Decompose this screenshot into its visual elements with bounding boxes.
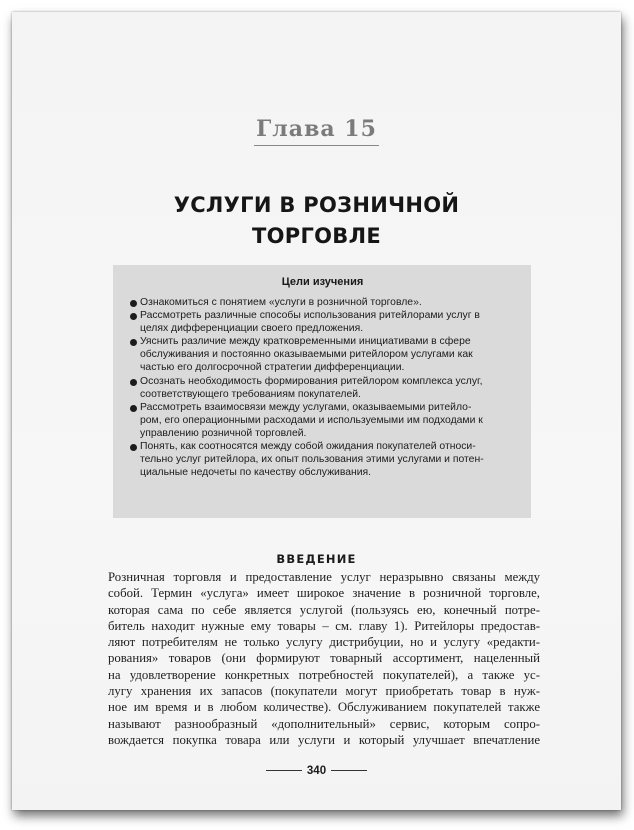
goal-line: частью его долгосрочной стратегии дифференциации. (140, 362, 405, 374)
chapter-label-wrap (12, 116, 621, 146)
footer-rule-left (266, 770, 302, 771)
goal-line: Уяснить различие между кратковременными инициативами в сфере (140, 336, 471, 348)
goal-line: целях дифференциации своего предложения. (140, 323, 364, 335)
body-line: лугу хранения их запасов (покупатели могут приобретать товар в нуж- (108, 684, 540, 699)
goal-item (130, 335, 515, 374)
body-paragraph (108, 569, 540, 748)
goal-item (130, 375, 515, 401)
goal-line: тельно услуг ритейлора, их опыт пользования этими услугами и потен- (140, 454, 484, 466)
goal-line: Осознать необходимость формирования ритейлором комплекса услуг, (140, 375, 483, 387)
body-line: вождается покупка товара или услуги и который улучшает впечатление (108, 732, 540, 747)
chapter-title (12, 190, 621, 252)
learning-goals-box (113, 265, 531, 518)
footer-rule-right (331, 770, 367, 771)
goal-item (130, 296, 515, 309)
body-line: ляют потребителям не только услугу дистрибуции, но и услугу «редакти- (108, 635, 540, 650)
chapter-title-line: ТОРГОВЛЕ (252, 224, 381, 248)
body-line: называют разнообразный «дополнительный» сервис, которым сопро- (108, 716, 540, 731)
section-heading: ВВЕДЕНИЕ (276, 552, 357, 566)
bullet-icon (130, 379, 137, 386)
page-number: 340 (306, 765, 327, 777)
body-line: битель находит нужные ему товары – см. главу 1). Ритейлоры предостав- (108, 618, 540, 633)
chapter-label: Глава 15 (254, 116, 379, 146)
body-line: рования» товаров (они формируют товарный ассортимент, нацеленный (108, 651, 540, 666)
goal-line: циальные недочеты по качеству обслуживания. (140, 467, 372, 479)
bullet-icon (130, 339, 137, 346)
goal-line: Ознакомиться с понятием «услуги в розничной торговле». (140, 297, 422, 308)
page-footer (12, 765, 621, 777)
goal-line: Понять, как соотносятся между собой ожидания покупателей относи- (140, 441, 476, 453)
body-line: ное им время и в любом количестве). Обслуживанием покупателей также (108, 700, 540, 715)
bullet-icon (130, 313, 137, 320)
goal-line: ром, его операционными расходами и используемыми им подходами к (140, 414, 483, 426)
body-line: собой. Термин «услуга» имеет широкое значение в розничной торговле, (108, 586, 540, 601)
body-line: на удовлетворение конкретных потребностей покупателей), а также ус- (108, 667, 540, 682)
goal-line: соответствующего требованиям покупателей. (140, 388, 361, 400)
chapter-title-line: УСЛУГИ В РОЗНИЧНОЙ (173, 193, 460, 217)
body-line: Розничная торговля и предоставление услуг неразрывно связаны между (108, 570, 540, 584)
goal-item (130, 309, 515, 335)
bullet-icon (130, 300, 137, 307)
learning-goals-heading: Цели изучения (281, 276, 364, 288)
body-line: которая сама по себе является услугой (пользуясь ею, конечный потре- (108, 602, 540, 617)
goal-item (130, 401, 515, 440)
bullet-icon (130, 444, 137, 451)
goal-line: управлению розничной торговлей. (140, 427, 307, 439)
goal-item (130, 440, 515, 479)
goal-line: обслуживания и постоянно оказываемыми ритейлором услугами как (140, 349, 473, 361)
goal-line: Рассмотреть различные способы использования ритейлорами услуг в (140, 310, 480, 322)
book-page (12, 12, 621, 810)
goal-line: Рассмотреть взаимосвязи между услугами, оказываемыми ритейло- (140, 401, 472, 413)
bullet-icon (130, 405, 137, 412)
